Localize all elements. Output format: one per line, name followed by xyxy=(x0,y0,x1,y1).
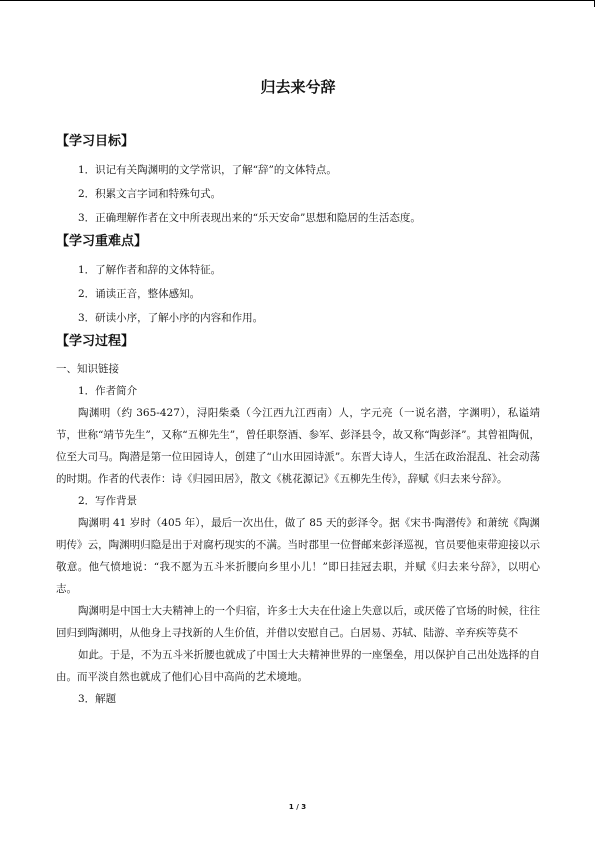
list-item: 2．积累文言字词和特殊句式。 xyxy=(78,188,222,200)
author-intro-paragraph: 陶渊明（约 365-427），浔阳柴桑（今江西九江西南）人，字元亮（一说名潜，字渊明），私谥靖节，世称“靖节先生”，又称“五柳先生”，曾任职祭酒、参军、彭泽县令，故又称“陶彭泽”。其曾祖陶侃，位至大司马。陶潜是第一位田园诗人，创建了“山水田园诗派”。东晋大诗人，生活在政治混乱、社会动荡的时期。作者的代表作：诗《归园田居》，散文《桃花源记》《五柳先生传》，辞赋《归去来兮辞》。 xyxy=(56,407,540,485)
list-item: 1．识记有关陶渊明的文学常识，了解“辞”的文体特点。 xyxy=(78,164,337,176)
section-heading-objectives: 【学习目标】 xyxy=(56,134,135,149)
background-paragraph-2: 陶渊明是中国士大夫精神上的一个归宿，许多士大夫在仕途上失意以后，或厌倦了官场的时候，往往回归到陶渊明，从他身上寻找新的人生价值，并借以安慰自己。白居易、苏轼、陆游、辛弃疾等莫不 xyxy=(56,605,540,639)
part-title-knowledge-link: 一、知识链接 xyxy=(56,363,119,375)
list-item: 3．研读小序，了解小序的内容和作用。 xyxy=(78,312,264,324)
subsection-title-author: 1．作者简介 xyxy=(78,385,138,397)
document-title: 归去来兮辞 xyxy=(260,78,336,96)
section-heading-key-points: 【学习重难点】 xyxy=(56,234,148,249)
section-key-points xyxy=(56,232,540,330)
header-rule xyxy=(0,0,595,1)
background-paragraph-1: 陶渊明 41 岁时（405 年），最后一次出仕，做了 85 天的彭泽令。据《宋书·陶潜传》和萧统《陶渊明传》云，陶渊明归隐是出于对腐朽现实的不满。当时郡里一位督邮来彭泽巡视，官员要他束带迎接以示敬意。他气愤地说：“我不愿为五斗米折腰向乡里小儿！”即日挂冠去职，并赋《归去来兮辞》，以明心志。 xyxy=(56,517,540,595)
objectives-list xyxy=(56,158,540,230)
subsection-title-background: 2．写作背景 xyxy=(78,495,138,507)
background-paragraph-3: 如此。于是，不为五斗米折腰也就成了中国士大夫精神世界的一座堡垒，用以保护自己出处选择的自由。而平淡自然也就成了他们心目中高尚的艺术境地。 xyxy=(56,649,540,683)
page-number: 1 / 3 xyxy=(288,803,307,811)
section-objectives xyxy=(56,132,540,230)
key-points-list xyxy=(56,258,540,330)
section-process xyxy=(56,332,540,710)
subsection-title-interpretation: 3．解题 xyxy=(78,693,117,705)
list-item: 3．正确理解作者在文中所表现出来的“乐天安命”思想和隐居的生活态度。 xyxy=(78,212,421,224)
document-page xyxy=(56,76,540,710)
list-item: 2．诵读正音，整体感知。 xyxy=(78,288,201,300)
list-item: 1．了解作者和辞的文体特征。 xyxy=(78,264,222,276)
section-heading-process: 【学习过程】 xyxy=(56,334,135,349)
